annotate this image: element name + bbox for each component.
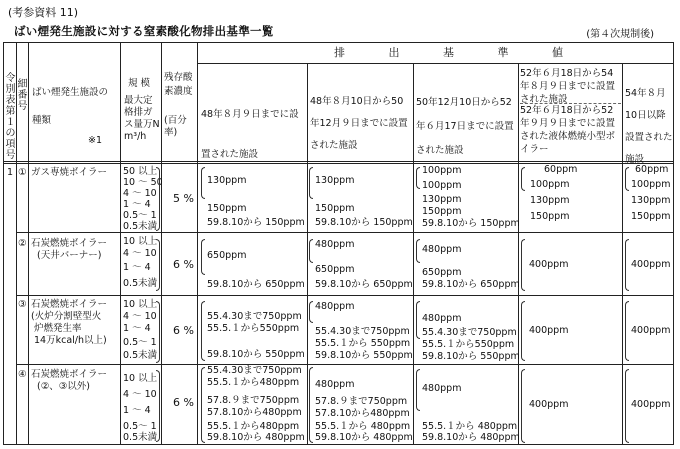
item-number: 1 <box>7 167 14 178</box>
row1-scale: 10 ～ 50 <box>123 177 163 188</box>
row4-scale: 4 ～ 10 <box>123 389 157 400</box>
row4-scale: 10 以上 <box>123 373 158 384</box>
era3-header: 50年12月10日から52年６月17日までに設置された施設 <box>416 97 514 156</box>
row1-era4-value: 100ppm <box>530 179 570 190</box>
row3-name3: 炉燃発生率 <box>34 323 82 334</box>
reference-label: (考参資料 11) <box>8 6 79 19</box>
row3-era2-value: 55.5.１から 550ppm <box>315 338 411 349</box>
row4-era2-value: 57.8.９まで750ppm <box>315 396 408 407</box>
scale-desc: 最大定格排ガス量万Nm³/h <box>124 95 160 142</box>
scale-title: 規 模 <box>128 78 151 89</box>
era5-header: 54年８月10日以降設置された施設 <box>625 88 673 165</box>
row4-era1-value: 57.8.９まで750ppm <box>207 395 300 406</box>
row4-scale: 0.5～ 1 <box>123 421 157 432</box>
row2-name: 石炭燃焼ボイラー <box>31 238 108 249</box>
row2-era1-value: 650ppm <box>207 250 247 261</box>
row1-era1-value: 150ppm <box>207 203 247 214</box>
row1-scale: 1 ～ 4 <box>123 199 151 210</box>
row2-era2-value: 59.8.10から 650ppm <box>315 279 413 290</box>
row3-name2: (火炉分割壁型火 <box>31 311 102 322</box>
row3-era3-value: 59.8.10から 550ppm <box>422 351 520 362</box>
row1-scale: 50 以上 <box>123 166 158 177</box>
row2-scale: 10 以上 <box>123 236 158 247</box>
row4-era3-value: 480ppm <box>422 383 462 394</box>
row2-era3-value: 480ppm <box>422 244 462 255</box>
row3-sub: ③ <box>18 299 27 310</box>
row3-era1-value: 55.4.30まで750ppm <box>207 311 302 322</box>
row2-era5-value: 400ppm <box>631 259 671 270</box>
row1-era3-value: 100ppm <box>422 165 462 176</box>
row1-scale: 0.5～ 1 <box>123 210 157 221</box>
row4-era1-value: 55.5.１から480ppm <box>207 421 300 432</box>
row1-era3-value: 150ppm <box>422 206 462 217</box>
row3-o2: 6 % <box>173 324 194 337</box>
row1-era4-value: 130ppm <box>530 195 570 206</box>
row3-era4-value: 400ppm <box>529 325 569 336</box>
facility-note: ※1 <box>88 135 103 146</box>
row1-o2: 5 % <box>173 192 194 205</box>
row3-era5-value: 400ppm <box>631 325 671 336</box>
row4-era4-value: 400ppm <box>529 399 569 410</box>
row3-scale: 0.5～ 1 <box>123 337 157 348</box>
facility-type-label: ばい煙発生施設の種類 <box>32 87 109 126</box>
row4-era1-value: 55.4.30まで750ppm <box>207 365 302 376</box>
row3-name: 石炭燃焼ボイラー <box>31 299 108 310</box>
row2-era3-value: 650ppm <box>422 267 462 278</box>
row3-era2-value: 59.8.10から 550ppm <box>315 350 413 361</box>
row1-era2-value: 150ppm <box>315 203 355 214</box>
row2-era3-value: 59.8.10から 650ppm <box>422 279 520 290</box>
row2-sub: ② <box>18 238 27 249</box>
row1-scale: 4 ～ 10 <box>123 188 157 199</box>
row1-era1-value: 59.8.10から 150ppm <box>207 217 305 228</box>
row4-era2-value: 59.8.10から 480ppm <box>315 432 413 443</box>
row4-era1-value: 55.5.１から480ppm <box>207 377 300 388</box>
row3-era2-value: 480ppm <box>315 301 355 312</box>
row4-name: 石炭燃焼ボイラー <box>31 369 108 380</box>
row1-era3-value: 130ppm <box>422 194 462 205</box>
row3-scale: 4 ～ 10 <box>123 311 157 322</box>
row2-scale: 1 ～ 4 <box>123 262 151 273</box>
row2-scale: 0.5未満 <box>123 278 158 289</box>
row4-era3-value: 59.8.10から 480ppm <box>422 432 520 443</box>
row4-era2-value: 55.5.１から 480ppm <box>315 421 411 432</box>
era4-header-a: 52年６月18日から54年８月９日までに設置された施設 <box>520 68 616 105</box>
row1-era3-value: 59.8.10から 150ppm <box>422 218 520 229</box>
row2-name2: (天井バーナー) <box>37 250 102 261</box>
o2-title: 残存酸素濃度 <box>164 72 193 97</box>
standards-table <box>3 42 674 445</box>
row4-scale: 1 ～ 4 <box>123 405 151 416</box>
era1-header: 48年８月９日までに設置された施設 <box>201 109 299 160</box>
row4-name2: (②、③以外) <box>37 381 90 392</box>
regulation-note: (第４次規制後) <box>586 29 654 40</box>
row3-era3-value: 55.5.１から550ppm <box>422 339 515 350</box>
row2-era2-value: 650ppm <box>315 264 355 275</box>
row2-scale: 4 ～ 10 <box>123 248 157 259</box>
row3-era3-value: 480ppm <box>422 313 462 324</box>
row1-era2-value: 130ppm <box>315 175 355 186</box>
row1-era5-value: 60ppm <box>635 164 669 175</box>
row1-era5-value: 130ppm <box>631 195 671 206</box>
order-label: 令別表第１の項号 <box>5 73 16 161</box>
row1-era3-value: 100ppm <box>422 180 462 191</box>
row3-era2-value: 55.4.30まで750ppm <box>315 326 410 337</box>
row2-era1-value: 59.8.10から 650ppm <box>207 279 305 290</box>
row3-name4: 14万kcal/h以上) <box>34 335 107 346</box>
row1-era4-value: 60ppm <box>544 164 578 175</box>
document-title: ばい煙発生施設に対する窒素酸化物排出基準一覧 <box>14 24 274 38</box>
row1-era5-value: 100ppm <box>631 179 671 190</box>
row3-era3-value: 55.4.30まで750ppm <box>422 327 517 338</box>
o2-unit: (百分率) <box>164 115 187 138</box>
row4-era1-value: 57.8.10から480ppm <box>207 407 302 418</box>
row2-o2: 6 % <box>173 258 194 271</box>
row4-scale: 0.5未満 <box>123 432 158 443</box>
row1-era4-value: 150ppm <box>530 211 570 222</box>
row1-era1-value: 130ppm <box>207 175 247 186</box>
row4-era2-value: 57.8.10から480ppm <box>315 408 410 419</box>
standard-header: 排 出 基 準 値 <box>334 46 583 59</box>
row3-era1-value: 59.8.10から 550ppm <box>207 349 305 360</box>
row4-era3-value: 55.5.１から 480ppm <box>422 421 518 432</box>
row1-scale: 0.5未満 <box>123 221 158 232</box>
era2-header: 48年８月10日から50年12月９日までに設置された施設 <box>310 96 408 151</box>
row4-era1-value: 59.8.10から 480ppm <box>207 432 305 443</box>
row1-era2-value: 59.8.10から 150ppm <box>315 217 413 228</box>
row2-era2-value: 480ppm <box>315 239 355 250</box>
row3-scale: 0.5未満 <box>123 350 158 361</box>
row3-scale: 1 ～ 4 <box>123 323 151 334</box>
row4-era5-value: 400ppm <box>631 399 671 410</box>
sub-number-label: 細番号 <box>17 79 28 112</box>
row2-era4-value: 400ppm <box>529 259 569 270</box>
row3-scale: 10 以上 <box>123 299 158 310</box>
row1-era5-value: 150ppm <box>631 211 671 222</box>
row1-sub: ① <box>18 167 27 178</box>
row4-sub: ④ <box>18 369 27 380</box>
row4-era2-value: 480ppm <box>315 379 355 390</box>
row1-name: ガス専焼ボイラー <box>31 167 108 178</box>
era4-header-b: 52年６月18日から52年９月９日までに設置された液体燃焼小型ボイラー <box>520 103 621 156</box>
row4-o2: 6 % <box>173 396 194 409</box>
row3-era1-value: 55.5.１から550ppm <box>207 323 300 334</box>
